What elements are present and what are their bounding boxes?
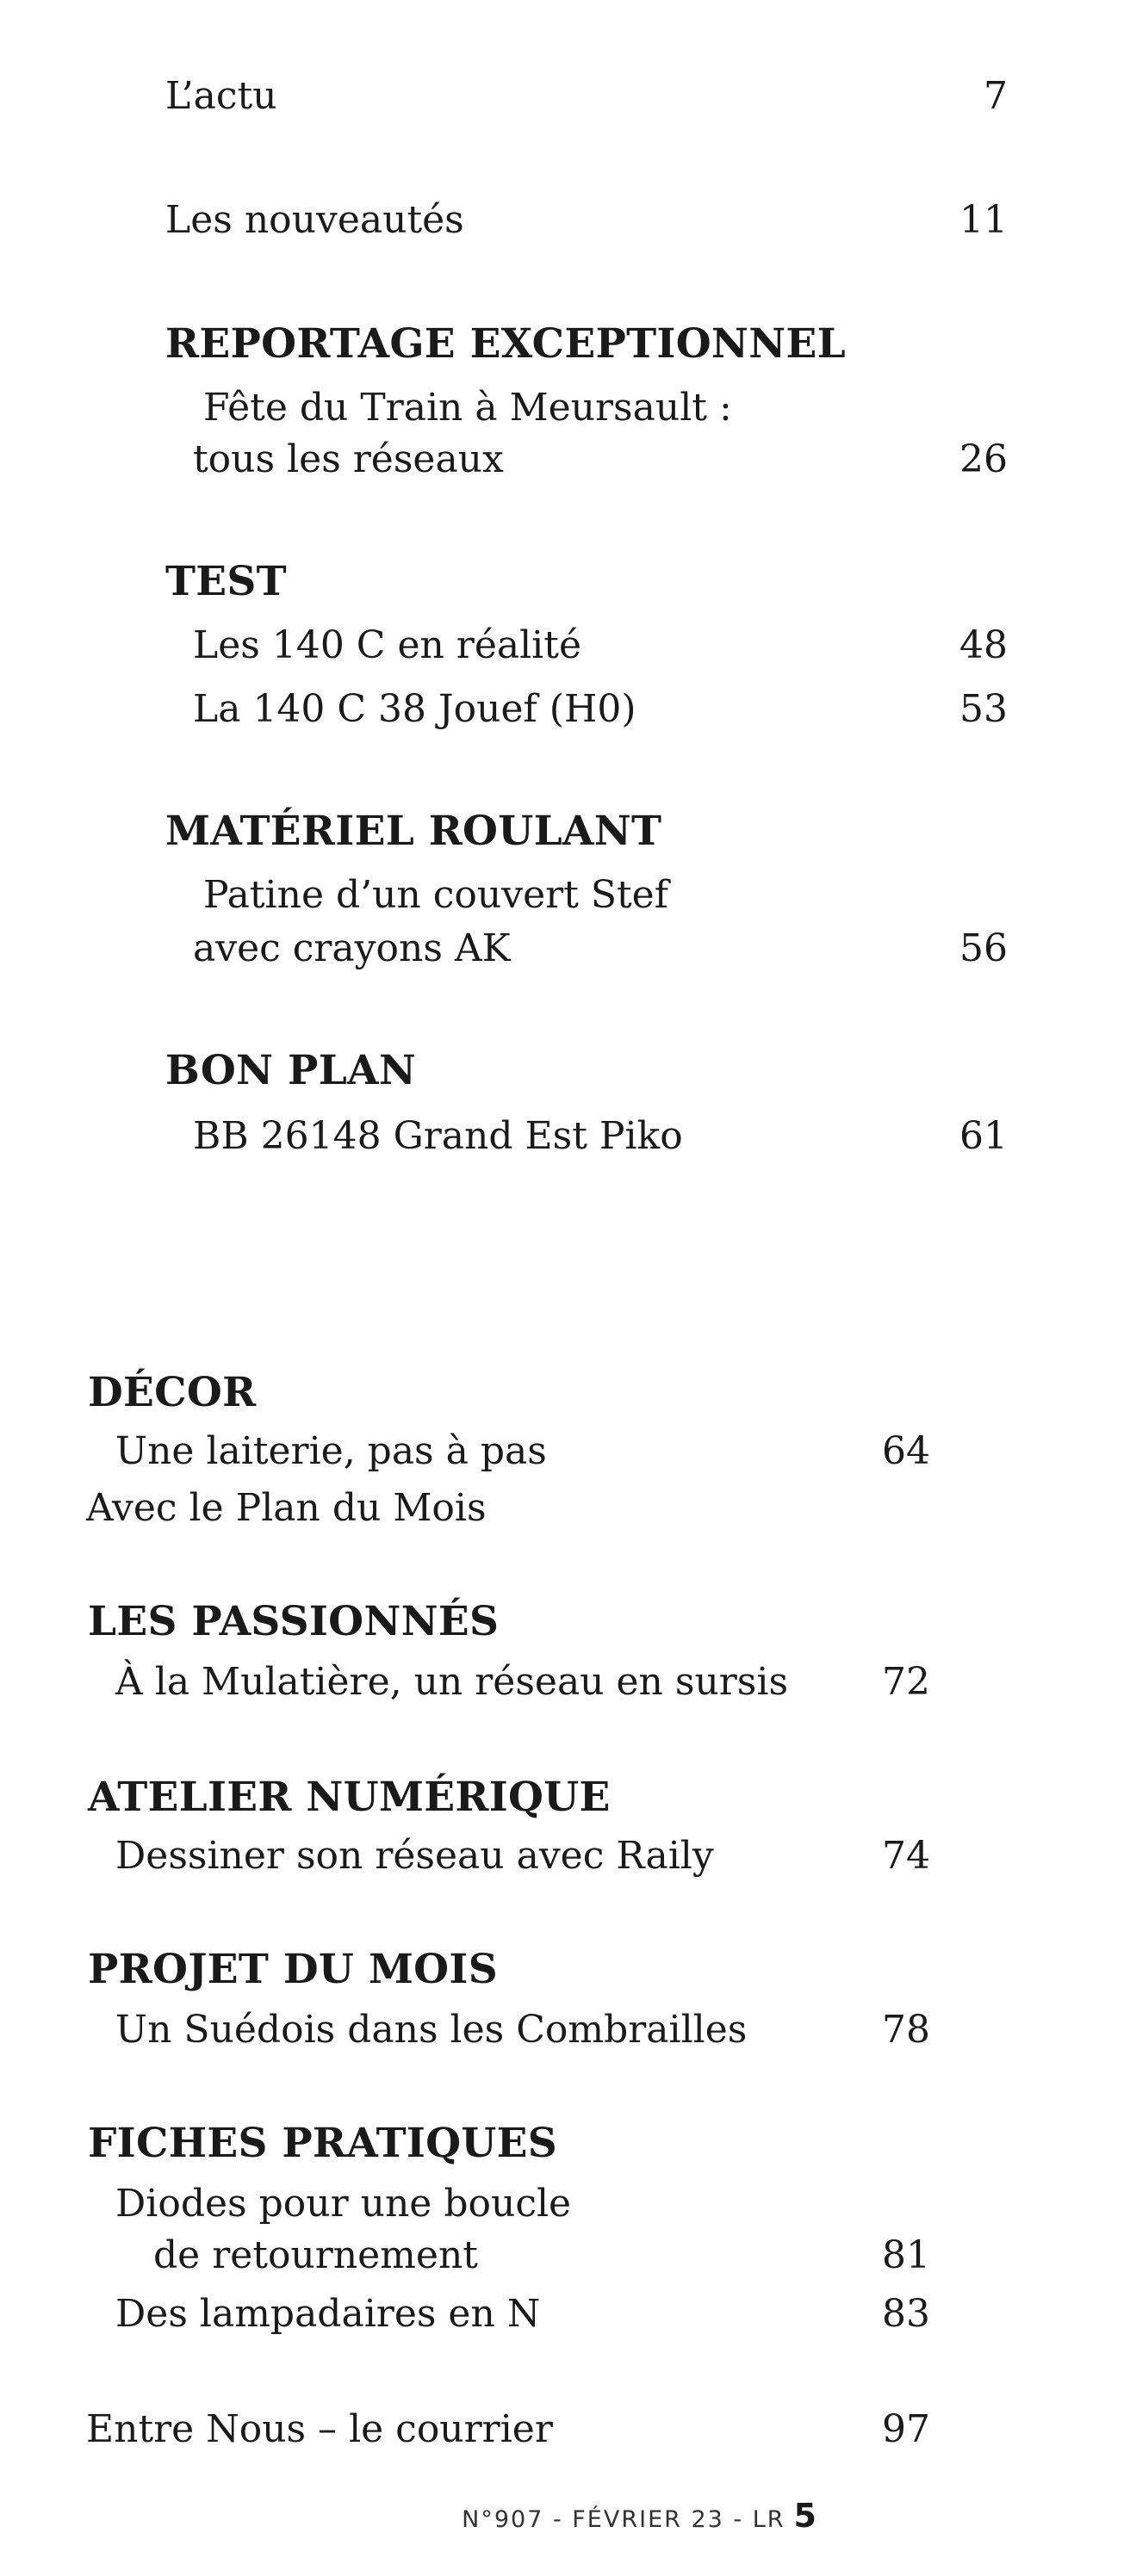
toc-page-fiches-2: 83 [882,2292,930,2336]
toc-page-fiches-1: 81 [882,2233,930,2277]
toc-page-reportage: 26 [959,437,1008,481]
toc-label-entrenous: Entre Nous – le courrier [86,2407,553,2451]
toc-label-fiches-1-line2: de retournement [153,2233,478,2277]
toc-label-fiches-1-line1: Diodes pour une boucle [115,2182,572,2226]
section-heading-reportage: REPORTAGE EXCEPTIONNEL [165,320,846,368]
toc-label-bonplan: BB 26148 Grand Est Piko [193,1114,683,1158]
toc-page-nouveautes: 11 [959,198,1008,242]
toc-sub-decor: Avec le Plan du Mois [86,1486,487,1530]
section-heading-decor: DÉCOR [88,1369,257,1416]
toc-page-passionnes: 72 [882,1660,930,1704]
toc-label-materiel-line1: Patine d’un couvert Stef [203,873,669,917]
toc-label-reportage-line1: Fête du Train à Meursault : [203,386,732,430]
toc-page-test-2: 53 [959,687,1008,731]
footer-page-number: 5 [793,2497,816,2535]
toc-label-atelier: Dessiner son réseau avec Raily [115,1834,714,1878]
section-heading-test: TEST [165,558,287,605]
toc-page-decor: 64 [882,1429,930,1473]
toc-label-actu: L’actu [165,74,277,118]
section-heading-passionnes: LES PASSIONNÉS [88,1598,500,1645]
toc-label-decor: Une laiterie, pas à pas [115,1429,547,1473]
toc-label-projet: Un Suédois dans les Combrailles [115,2008,748,2052]
section-heading-bonplan: BON PLAN [165,1047,417,1094]
toc-page-entrenous: 97 [882,2407,930,2451]
toc-page-materiel: 56 [959,926,1008,970]
toc-label-fiches-2: Des lampadaires en N [115,2292,541,2336]
toc-label-reportage-line2: tous les réseaux [193,437,504,481]
toc-label-passionnes: À la Mulatière, un réseau en sursis [115,1660,789,1704]
toc-page-projet: 78 [882,2008,930,2052]
section-heading-materiel: MATÉRIEL ROULANT [165,808,662,855]
toc-label-test-2: La 140 C 38 Jouef (H0) [193,687,636,731]
section-heading-atelier: ATELIER NUMÉRIQUE [88,1774,611,1821]
toc-label-nouveautes: Les nouveautés [165,198,464,242]
toc-page-test-1: 48 [959,623,1008,667]
footer-issue: N°907 - FÉVRIER 23 - LR [462,2506,785,2533]
toc-page-atelier: 74 [882,1834,930,1878]
toc-page-bonplan: 61 [959,1114,1008,1158]
toc-page-actu: 7 [984,74,1008,118]
toc-label-test-1: Les 140 C en réalité [193,623,581,667]
section-heading-fiches: FICHES PRATIQUES [88,2120,558,2167]
toc-label-materiel-line2: avec crayons AK [193,926,511,970]
page-footer [0,2497,816,2539]
section-heading-projet: PROJET DU MOIS [88,1946,498,1993]
